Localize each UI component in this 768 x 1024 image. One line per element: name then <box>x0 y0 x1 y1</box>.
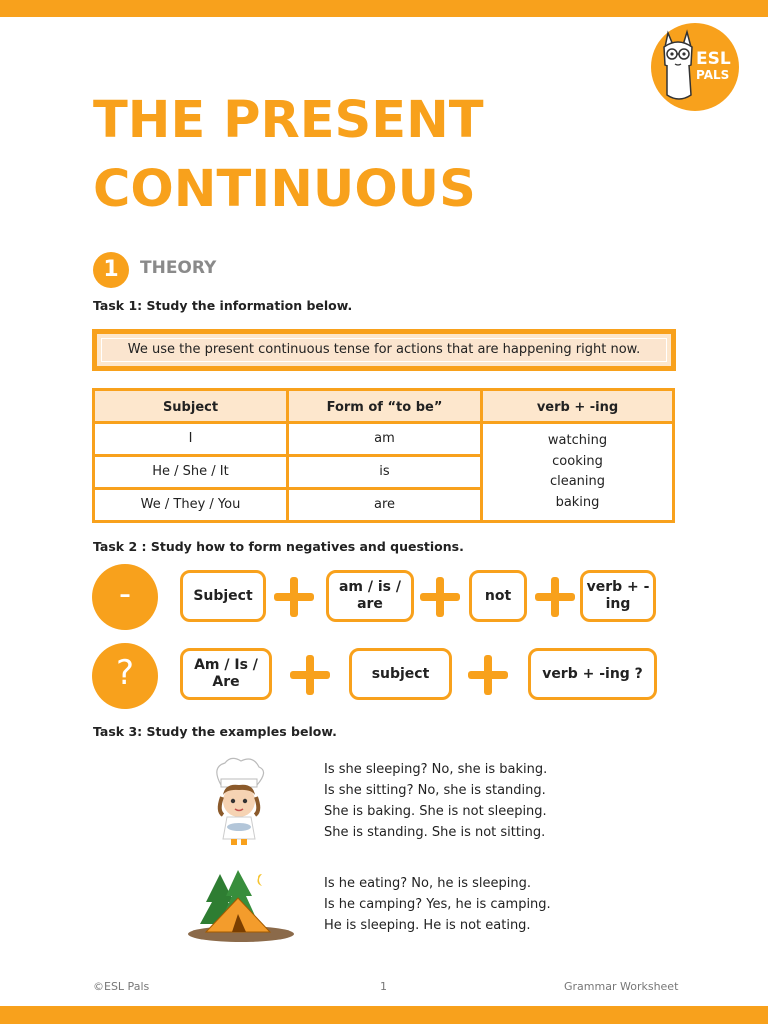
logo-text <box>696 51 731 83</box>
title-line-2: CONTINUOUS <box>93 160 476 219</box>
footer-page-number: 1 <box>380 980 387 993</box>
table-header-be: Form of “to be” <box>289 391 483 424</box>
example-sentence: Is she sitting? No, she is standing. <box>324 783 546 798</box>
example-sentence: Is he eating? No, he is sleeping. <box>324 876 532 891</box>
table-cell-subject: He / She / It <box>95 457 289 490</box>
formula-subject-box: Subject <box>180 570 266 622</box>
logo-line-2: PALS <box>696 68 730 82</box>
plus-icon <box>535 577 575 617</box>
footer-doc-type: Grammar Worksheet <box>564 980 679 993</box>
examples-group-1 <box>324 759 547 843</box>
table-cell-subject: We / They / You <box>95 490 289 520</box>
task-1-heading: Task 1: Study the information below. <box>93 298 353 313</box>
verb-item: cleaning <box>549 474 606 489</box>
verb-item: baking <box>555 494 600 510</box>
section-number-badge: 1 <box>93 252 129 288</box>
footer-copyright: ©ESL Pals <box>93 980 150 993</box>
table-cell-verbs <box>483 431 672 517</box>
chef-girl-illustration <box>205 757 273 847</box>
bottom-bar <box>0 1006 768 1024</box>
verb-item: cooking <box>552 453 603 469</box>
table-cell-be: are <box>289 490 483 520</box>
table-header-subject: Subject <box>95 391 289 424</box>
section-label: THEORY <box>140 258 217 278</box>
camping-tent-illustration <box>186 868 296 942</box>
verb-item: watching <box>547 433 608 448</box>
examples-group-2 <box>324 873 551 936</box>
plus-icon <box>420 577 460 617</box>
title-line-1: THE PRESENT <box>93 91 484 150</box>
plus-icon <box>290 655 330 695</box>
formula-not-box: not <box>469 570 527 622</box>
plus-icon <box>468 655 508 695</box>
page-title <box>93 86 653 224</box>
table-cell-subject: I <box>95 424 289 457</box>
table-cell-be: am <box>289 424 483 457</box>
plus-icon <box>274 577 314 617</box>
example-sentence: He is sleeping. He is not eating. <box>324 918 531 933</box>
table-cell-be: is <box>289 457 483 490</box>
table-header-verb: verb + -ing <box>483 391 672 424</box>
example-sentence: She is baking. She is not sleeping. <box>324 804 547 819</box>
example-sentence: She is standing. She is not sitting. <box>324 825 546 840</box>
info-text: We use the present continuous tense for actions that are happening right now. <box>101 338 667 362</box>
formula-verb-box: verb + -ing <box>580 570 656 622</box>
grammar-table <box>92 388 675 523</box>
example-sentence: Is she sleeping? No, she is baking. <box>324 762 548 777</box>
negative-symbol: - <box>92 564 158 630</box>
info-box <box>92 329 676 371</box>
formula-verb-question-box: verb + -ing ? <box>528 648 657 700</box>
logo-line-1: ESL <box>696 49 731 69</box>
question-symbol: ? <box>92 643 158 709</box>
formula-be-box: am / is / are <box>326 570 414 622</box>
task-3-heading: Task 3: Study the examples below. <box>93 724 337 739</box>
example-sentence: Is he camping? Yes, he is camping. <box>324 897 551 912</box>
formula-subject-box: subject <box>349 648 452 700</box>
task-2-heading: Task 2 : Study how to form negatives and questions. <box>93 539 464 554</box>
top-bar <box>0 0 768 17</box>
esl-pals-logo <box>651 23 739 111</box>
formula-auxiliary-box: Am / Is / Are <box>180 648 272 700</box>
